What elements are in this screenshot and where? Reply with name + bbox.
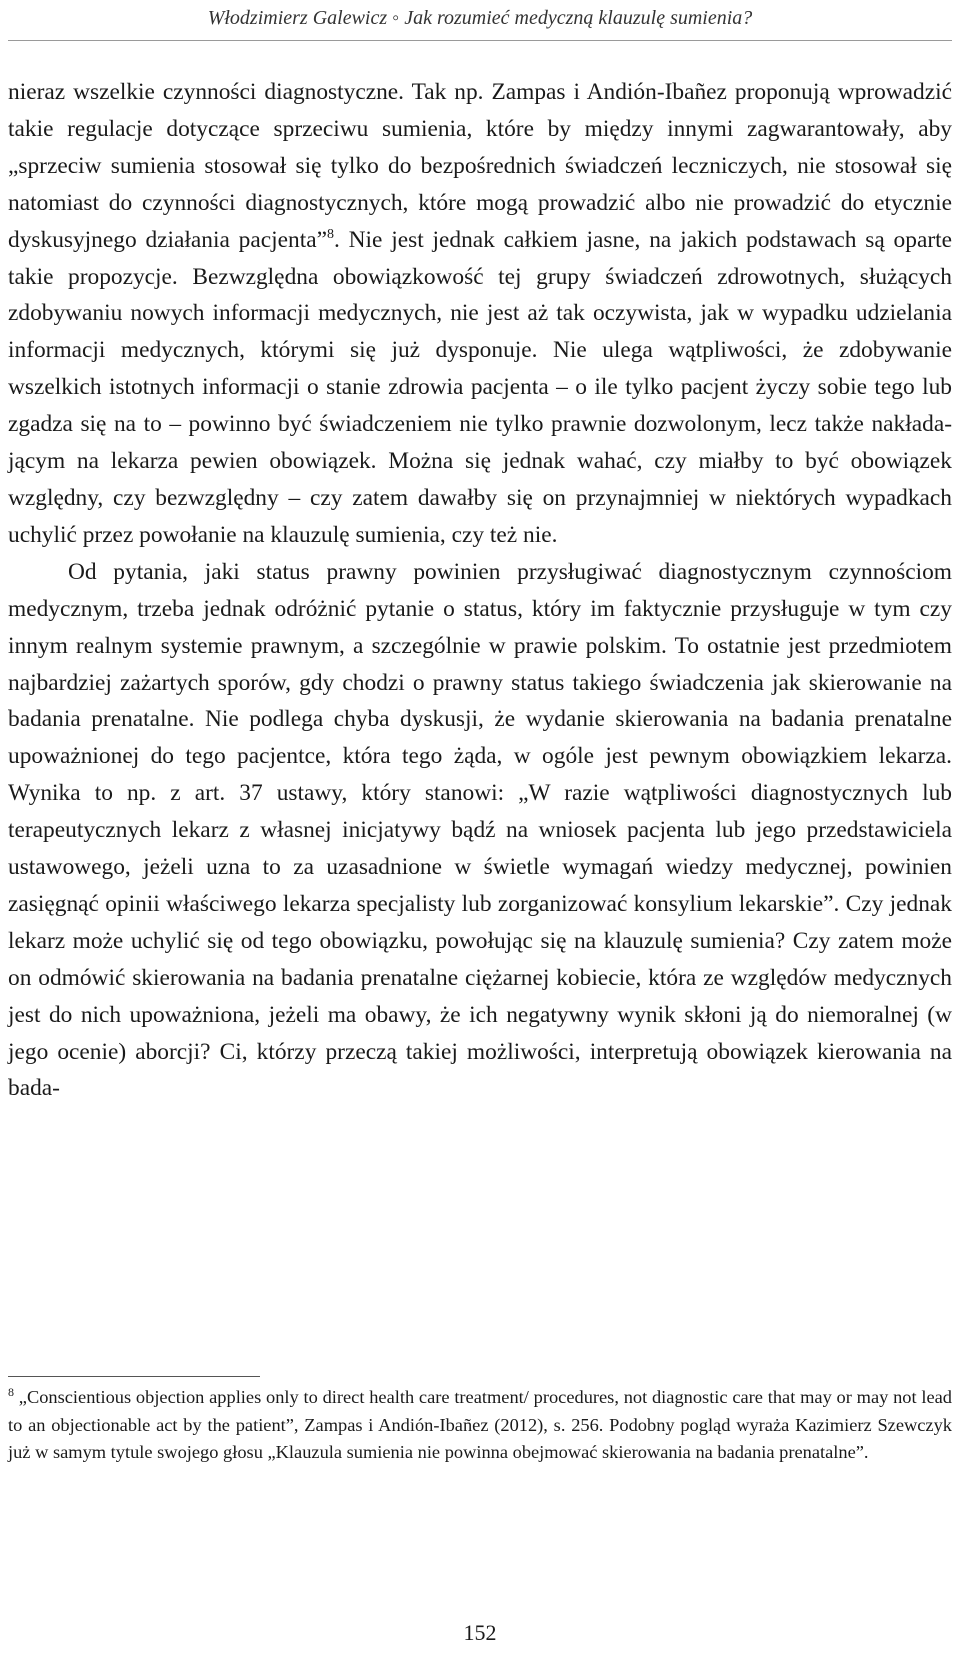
paragraph-1-text-b: . Nie jest jednak całkiem jasne, na jakich podstawach są oparte takie propozycje. Bezwzględna obowiązkowość tej grupy świadczeń zdrowotnych, służących zdobywaniu nowych informacji medycznych, nie jest aż tak oczywista, jak w wypadku udzielania informacji medycznych, którymi się już dysponuje. Nie ulega wątpliwości, że zdobywanie wszelkich istotnych informacji o stanie zdrowia pacjenta – o ile tylko pacjent życzy sobie tego lub zgadza się na to – powinno być świadczeniem nie tylko prawnie dozwolonym, lecz także nakładającym na lekarza pewien obowiązek. Można się jednak wahać, czy miałby to być obowiązek względny, czy bezwzględny – czy zatem dawałby się on przynajmniej w niektórych wypadkach uchylić przez powołanie na klauzulę sumienia, czy też nie. [8,226,952,548]
footnote [8,1384,952,1467]
page-number: 152 [463,1620,497,1645]
running-title: Włodzimierz Galewicz ◦ Jak rozumieć medyczną klauzulę sumienia? [207,7,753,29]
paragraph-1-text-a: nieraz wszelkie czynności diagnostyczne. Tak np. Zampas i Andión-Ibañez proponują wprowadzić takie regulacje dotyczące sprzeciwu sumienia, które by między innymi zagwarantowały, aby „sprzeciw sumienia stosował się tylko do bezpośrednich świadczeń leczniczych, nie stosował się natomiast do czynności diagnostycznych, które mogą prowadzić albo nie prowadzić do etycznie dyskusyjnego działania pacjenta” [8,79,952,253]
header-divider [8,40,952,41]
paragraph-2: Od pytania, jaki status prawny powinien przysługiwać diagnostycznym czynnościom medycznym, trzeba jednak odróżnić pytanie o status, który im faktycznie przysługuje w tym czy innym realnym systemie prawnym, a szczególnie w prawie polskim. To ostatnie jest przedmiotem najbardziej zażartych sporów, gdy chodzi o prawny status takiego świadczenia jak skierowanie na badania prenatalne. Nie podlega chyba dyskusji, że wydanie skierowania na badania prenatalne upoważnionej do tego pacjentce, która tego żąda, w ogóle jest pewnym obowiązkiem lekarza. Wynika to np. z art. 37 ustawy, który stanowi: „W razie wątpliwości diagnostycznych lub terapeutycznych lekarz z własnej inicjatywy bądź na wniosek pacjenta lub jego przedstawiciela ustawowego, jeżeli uzna to za uzasadnione w świetle wymagań wiedzy medycznej, powinien zasięgnąć opinii właściwego lekarza specjalisty lub zorganizować konsylium lekarskie”. Czy jednak lekarz może uchylić się od tego obowiązku, powołując się na klauzulę sumienia? Czy zatem może on odmówić skierowania na badania prenatalne ciężarnej kobiecie, która ze względów medycznych jest do nich upoważniona, jeżeli ma obawy, że ich negatywny wynik skłoni ją do niemoralnej (w jego ocenie) aborcji? Ci, którzy przeczą takiej możliwości, interpretują obowiązek kierowania na bada- [8,558,952,1102]
running-header [0,0,960,40]
paragraph-1 [8,74,952,554]
footnote-divider [8,1376,260,1377]
footnote-reference[interactable]: 8 [326,226,334,242]
footnote-text: „Conscientious objection applies only to direct health care treatment/ procedures, not diagnostic care that may or may not lead to an objectionable act by the patient”, Zampas i Andión-Ibañez (2012), s. 256. Podobny pogląd wyraża Kazimierz Szewczyk już w samym tytule swojego głosu „Klauzula sumienia nie powinna obejmować skierowania na badania prenatalne”. [8,1387,952,1463]
footnote-marker: 8 [8,1384,14,1399]
main-text [8,74,952,1107]
